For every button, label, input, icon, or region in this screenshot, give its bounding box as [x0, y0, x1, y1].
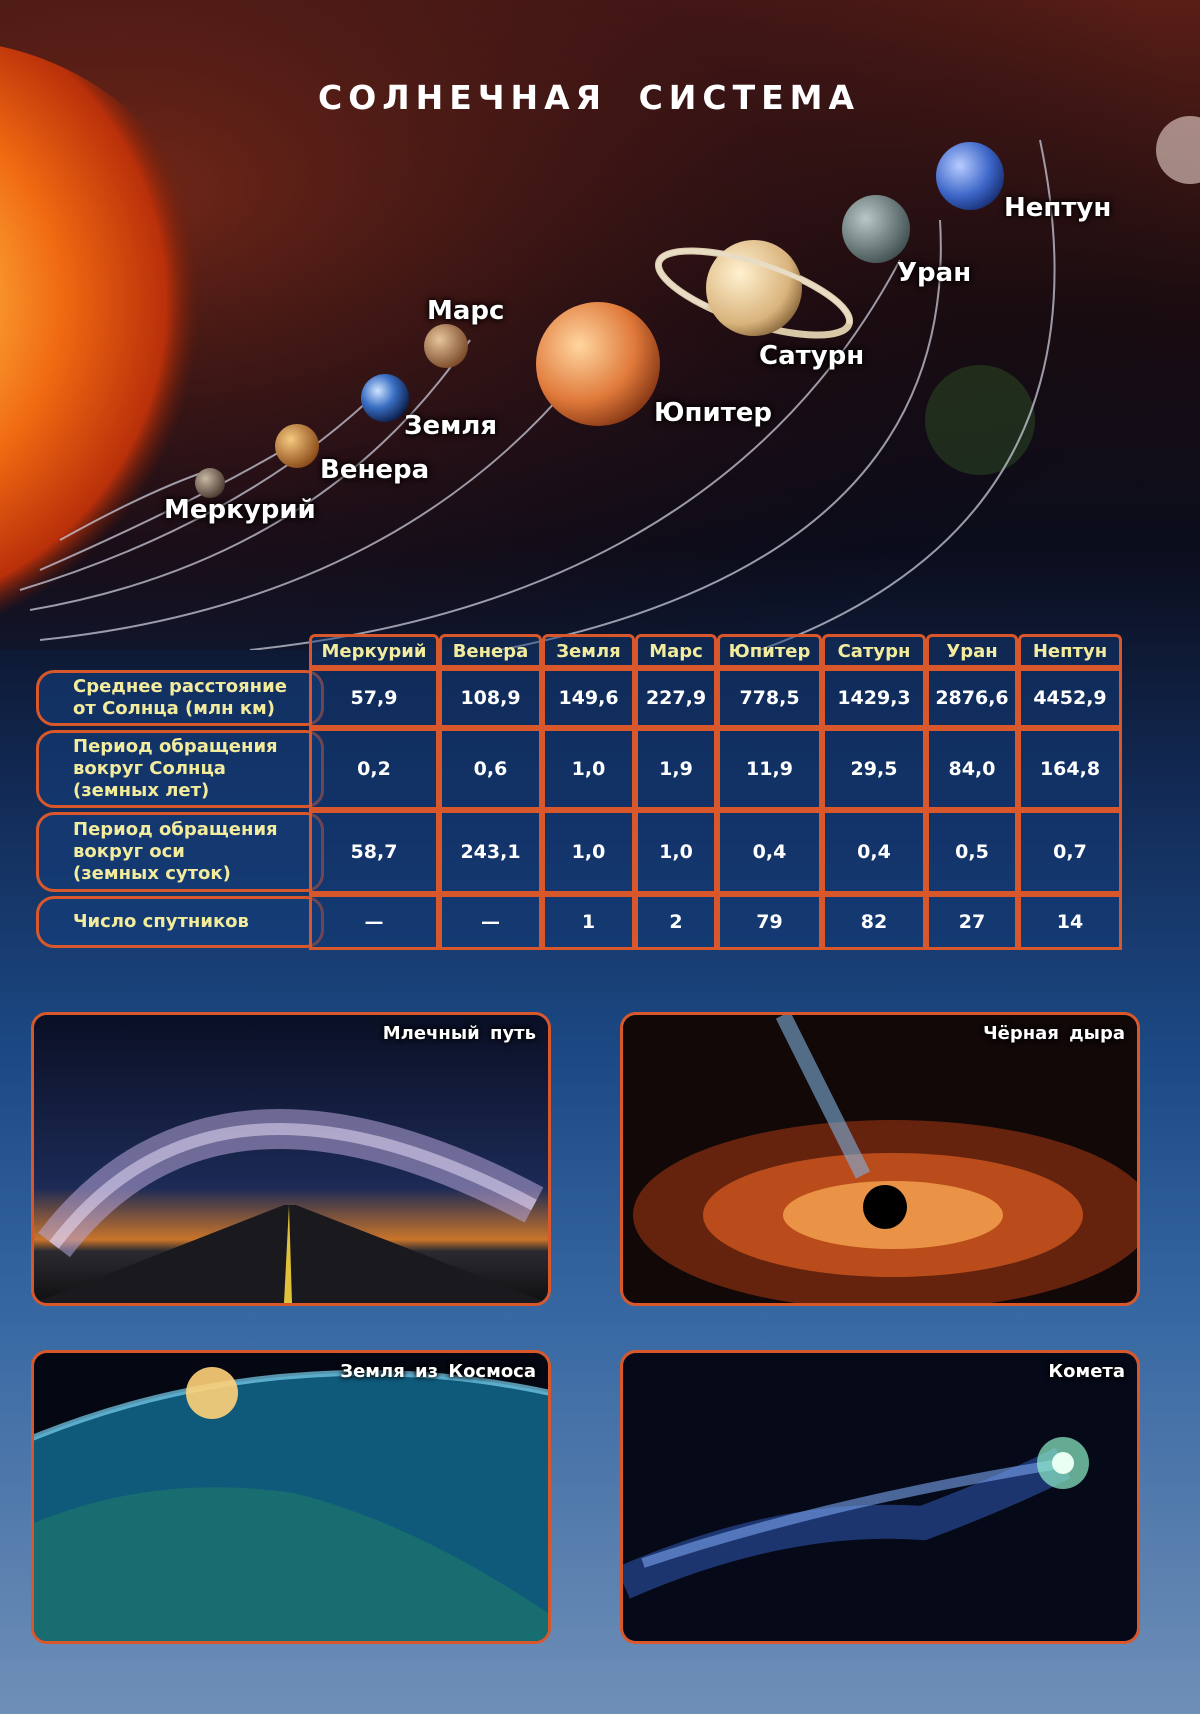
table-cell: 1,0 [635, 810, 717, 894]
table-column-header: Земля [542, 634, 635, 668]
earth-from-space-caption: Земля из Космоса [340, 1361, 536, 1382]
table-column-header: Уран [926, 634, 1018, 668]
table-row-label: Период обращения вокруг Солнца (земных лет) [36, 730, 324, 808]
table-column-header: Сатурн [822, 634, 926, 668]
earth-label: Земля [404, 411, 498, 441]
black-hole-image [623, 1015, 1137, 1303]
table-cell: 2 [635, 894, 717, 950]
neptune-label: Нептун [1004, 193, 1112, 223]
black-hole-caption: Чёрная дыра [983, 1023, 1125, 1044]
comet-caption: Комета [1048, 1361, 1125, 1382]
table-row-label: Число спутников [36, 896, 324, 948]
table-cell: 29,5 [822, 728, 926, 810]
jupiter-icon [536, 302, 660, 426]
table-cell: 778,5 [717, 668, 822, 728]
table-cell: 84,0 [926, 728, 1018, 810]
table-cell: 0,7 [1018, 810, 1122, 894]
table-cell: 58,7 [309, 810, 439, 894]
earth-icon [361, 374, 409, 422]
table-cell: 0,2 [309, 728, 439, 810]
table-cell: — [309, 894, 439, 950]
table-cell: 1,0 [542, 728, 635, 810]
table-cell: 149,6 [542, 668, 635, 728]
table-cell: 164,8 [1018, 728, 1122, 810]
table-cell: 1 [542, 894, 635, 950]
table-cell: 1,9 [635, 728, 717, 810]
mercury-label: Меркурий [164, 495, 316, 525]
table-cell: 0,4 [717, 810, 822, 894]
black-hole-photo [620, 1012, 1140, 1306]
uranus-label: Уран [897, 258, 972, 288]
uranus-icon [842, 195, 910, 263]
table-cell: 79 [717, 894, 822, 950]
comet-image [623, 1353, 1137, 1641]
table-cell: 11,9 [717, 728, 822, 810]
venus-label: Венера [320, 455, 430, 485]
mars-icon [424, 324, 468, 368]
neptune-icon [936, 142, 1004, 210]
table-cell: 2876,6 [926, 668, 1018, 728]
table-cell: 0,5 [926, 810, 1018, 894]
table-column-header: Юпитер [717, 634, 822, 668]
venus-icon [275, 424, 319, 468]
table-column-header: Нептун [1018, 634, 1122, 668]
page-title: СОЛНЕЧНАЯ СИСТЕМА [318, 78, 861, 117]
earth-from-space-image [34, 1353, 548, 1641]
table-cell: 0,4 [822, 810, 926, 894]
comet-photo [620, 1350, 1140, 1644]
table-cell: 27 [926, 894, 1018, 950]
table-cell: 108,9 [439, 668, 542, 728]
table-cell: 0,6 [439, 728, 542, 810]
table-row-label: Период обращения вокруг оси (земных суток) [36, 812, 324, 892]
table-cell: 57,9 [309, 668, 439, 728]
table-cell: 227,9 [635, 668, 717, 728]
milky-way-image [34, 1015, 548, 1303]
table-column-header: Меркурий [309, 634, 439, 668]
mercury-icon [195, 468, 225, 498]
earth-from-space-photo [31, 1350, 551, 1644]
solar-system-illustration [0, 0, 1200, 650]
saturn-label: Сатурн [759, 341, 865, 371]
table-row-label: Среднее расстояние от Солнца (млн км) [36, 670, 324, 726]
jupiter-label: Юпитер [654, 398, 773, 428]
table-column-header: Марс [635, 634, 717, 668]
table-cell: 243,1 [439, 810, 542, 894]
milky-way-caption: Млечный путь [382, 1023, 536, 1044]
table-cell: 1429,3 [822, 668, 926, 728]
table-cell: 1,0 [542, 810, 635, 894]
table-cell: 14 [1018, 894, 1122, 950]
mars-label: Марс [427, 296, 505, 326]
table-cell: 4452,9 [1018, 668, 1122, 728]
table-cell: — [439, 894, 542, 950]
table-cell: 82 [822, 894, 926, 950]
table-column-header: Венера [439, 634, 542, 668]
milky-way-photo [31, 1012, 551, 1306]
